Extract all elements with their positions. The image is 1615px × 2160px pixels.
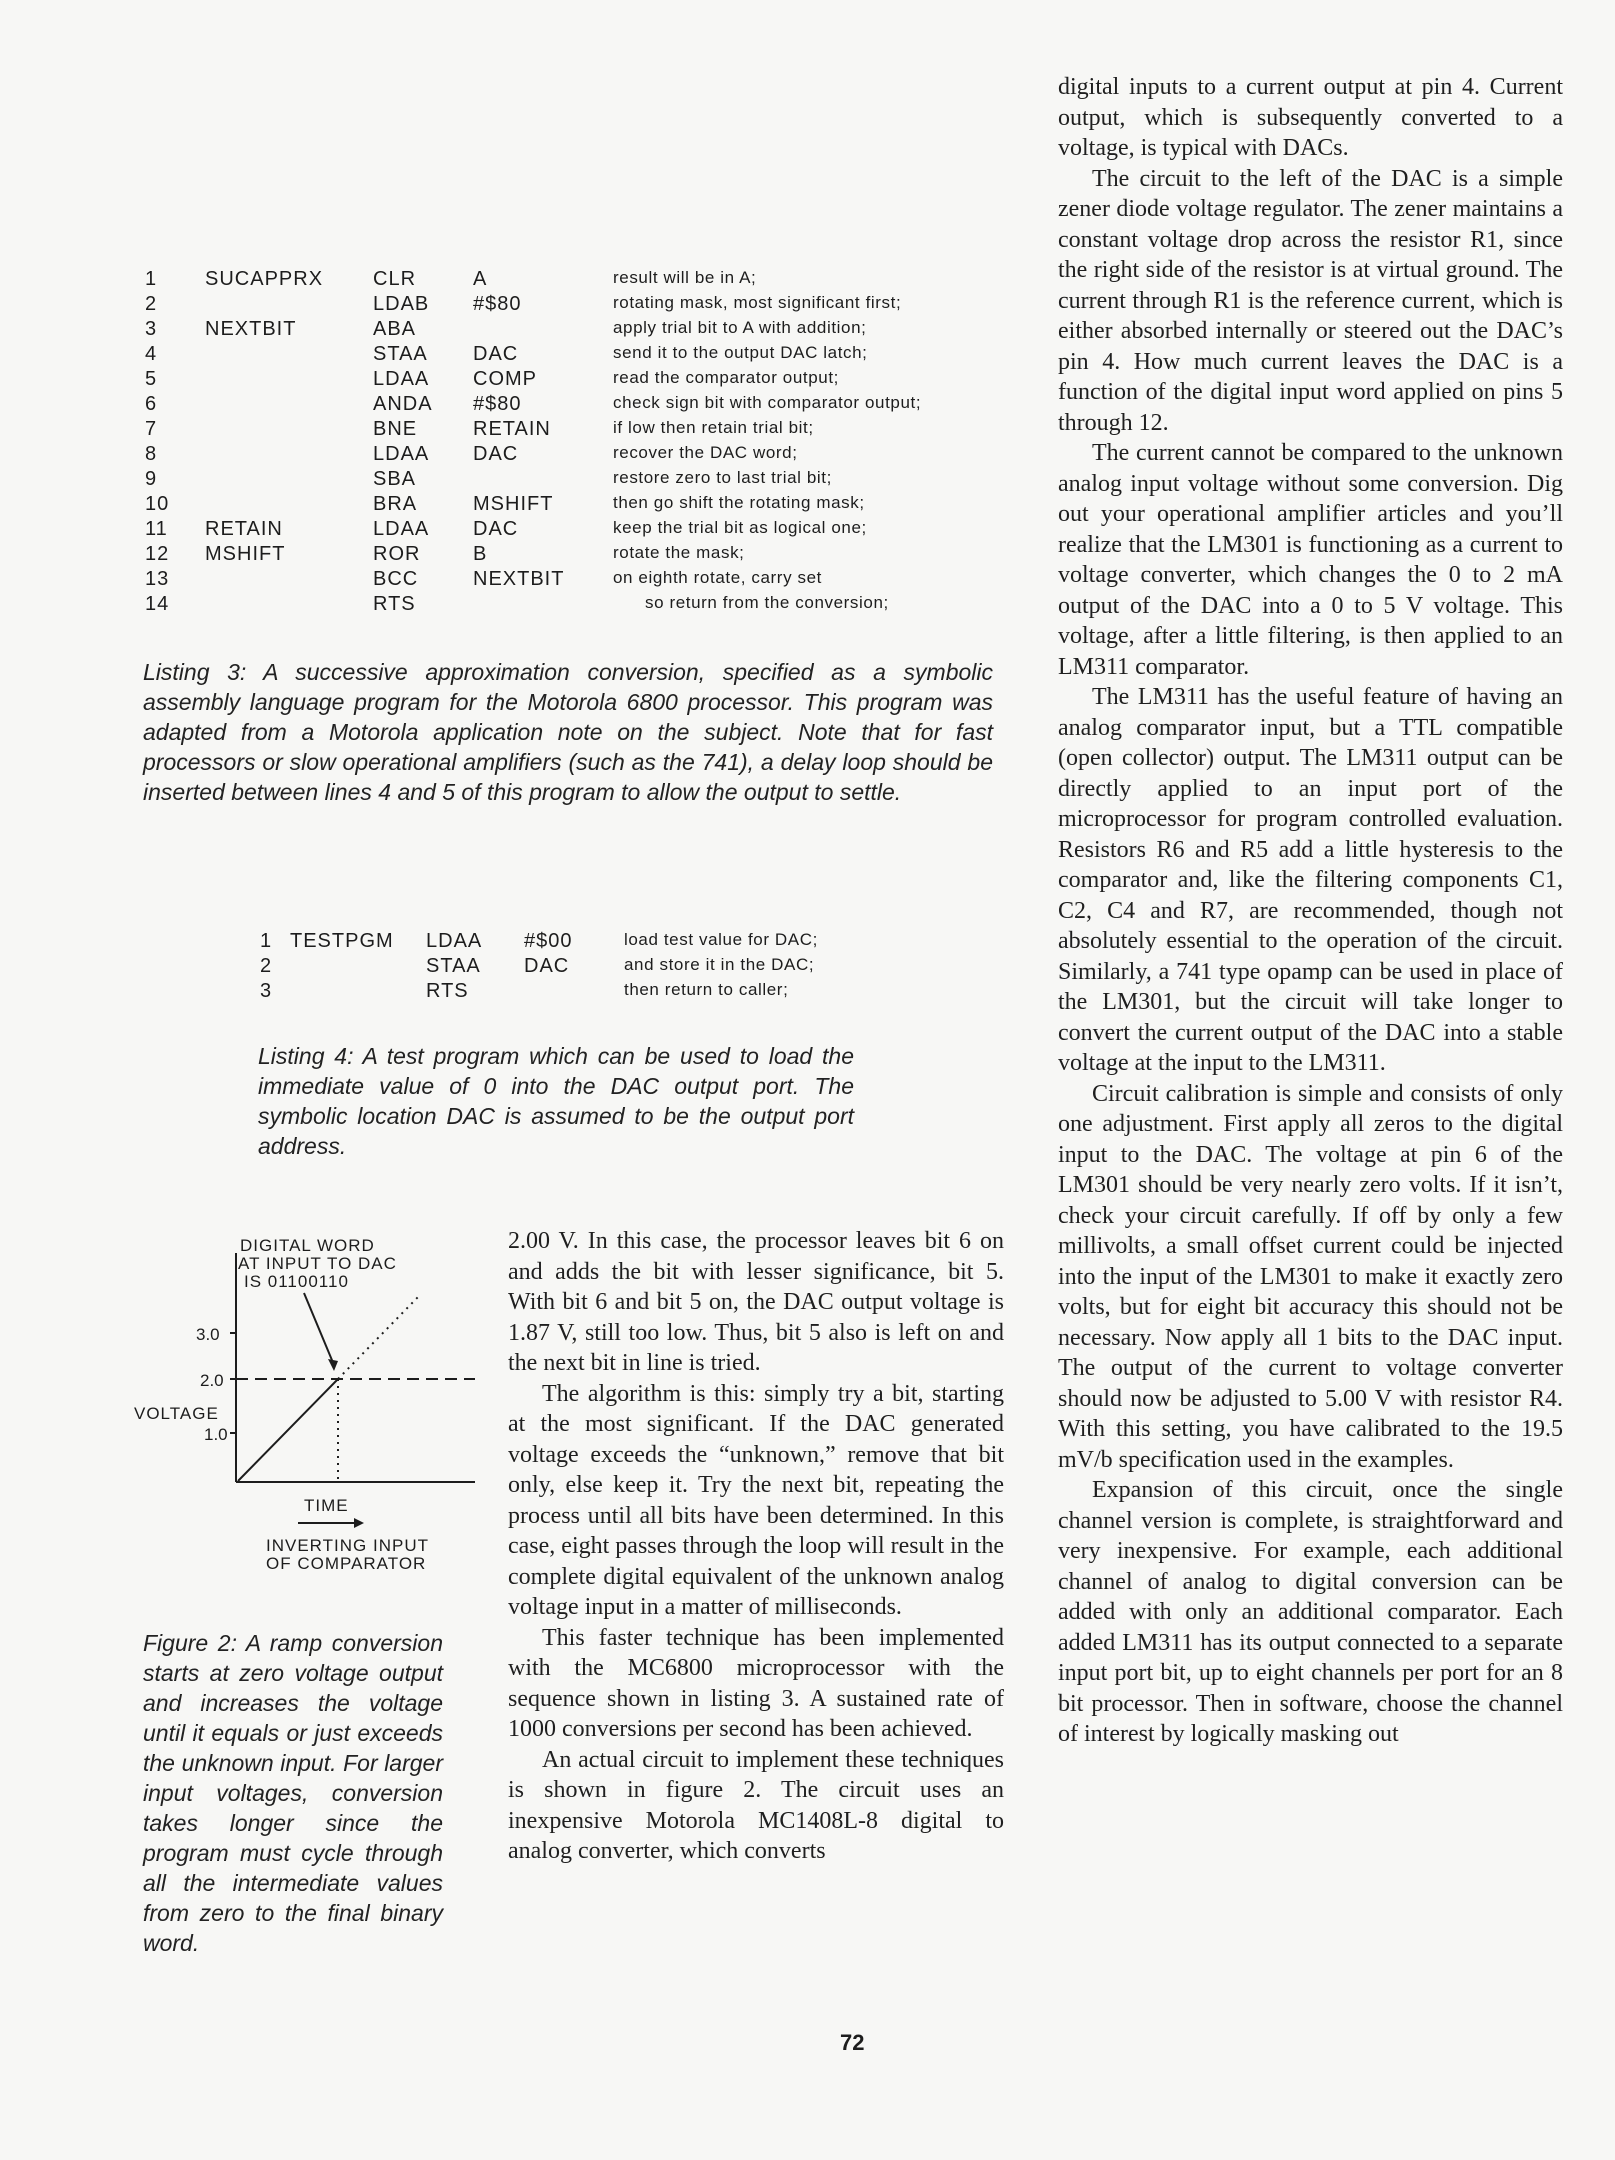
asm-comment: rotating mask, most significant first; <box>613 293 902 312</box>
digital-word-pointer <box>304 1293 334 1365</box>
asm-comment: read the comparator output; <box>613 368 839 387</box>
asm-comment: result will be in A; <box>613 268 757 287</box>
figure-2 <box>130 1225 480 1595</box>
asm-label <box>290 955 426 980</box>
asm-operand: #$80 <box>473 393 522 415</box>
line-number: 8 <box>145 443 158 465</box>
paragraph: The circuit to the left of the DAC is a simple zener diode voltage regulator. The zener maintains a constant voltage drop across the resistor R1, since the right side of the resistor is at virtual ground. The current through R1 is the reference current, which is either absorbed internally or steered out the DAC’s pin 4. How much current leaves the DAC is a function of the digital input word applied on pins 5 through 12. <box>1058 165 1563 436</box>
figure-bottom-label-line2: OF COMPARATOR <box>266 1554 427 1573</box>
asm-label <box>205 468 373 493</box>
paragraph: This faster technique has been implemented with the MC6800 microprocessor with the sequence shown in listing 3. A sustained rate of 1000 conversions per second has been achieved. <box>508 1624 1004 1742</box>
line-number: 1 <box>145 268 158 290</box>
asm-comment: keep the trial bit as logical one; <box>613 518 867 537</box>
listing3-row <box>145 293 1045 318</box>
listing3-row <box>145 543 1045 568</box>
asm-label <box>205 568 373 593</box>
paragraph: Expansion of this circuit, once the single channel version is complete, is straightforward and very inexpensive. For example, each additional channel of analog to digital conversion can be added with only an additional comparator. Each added LM311 has its output connected to a separate input port bit, up to eight channels per port for an 8 bit processor. Then in software, choose the channel of interest by logically masking out <box>1058 1477 1563 1747</box>
listing4-table <box>260 930 818 1005</box>
asm-label: TESTPGM <box>290 930 394 952</box>
asm-operand: DAC <box>473 443 519 465</box>
paragraph: The algorithm is this: simply try a bit, starting at the most significant. If the DAC generated voltage exceeds the “unknown,” remove that bit only, else keep it. Try the next bit, repeating the process until all bits have been determined. In this case, eight passes through the loop will result in the complete digital equivalent of the unknown analog voltage input in a matter of milliseconds. <box>508 1380 1004 1620</box>
figure-bottom-label-line1: INVERTING INPUT <box>266 1536 429 1555</box>
asm-comment: if low then retain trial bit; <box>613 418 814 437</box>
asm-operand <box>473 468 613 493</box>
listing3-table <box>145 268 1045 618</box>
asm-opcode: STAA <box>426 955 481 977</box>
listing3-row <box>145 368 1045 393</box>
asm-comment: apply trial bit to A with addition; <box>613 318 867 337</box>
asm-opcode: BCC <box>373 568 419 590</box>
line-number: 10 <box>145 493 170 515</box>
asm-operand: A <box>473 268 488 290</box>
listing3-row <box>145 268 1045 293</box>
asm-opcode: BRA <box>373 493 418 515</box>
asm-opcode: CLR <box>373 268 417 290</box>
asm-operand: B <box>473 543 488 565</box>
asm-comment: then go shift the rotating mask; <box>613 493 865 512</box>
figure-2-caption: Figure 2: A ramp conversion starts at zero voltage output and increases the voltage until it equals or just exceeds the unknown input. For larger input voltages, conversion takes longer since the program must cycle through all the intermediate values from zero to the final binary word. <box>143 1630 443 1956</box>
listing4-row <box>260 980 818 1005</box>
listing3-row <box>145 468 1045 493</box>
line-number: 9 <box>145 468 158 490</box>
figure-2-graph <box>130 1225 480 1595</box>
line-number: 1 <box>260 930 273 952</box>
y-axis-label: VOLTAGE <box>134 1404 219 1423</box>
asm-opcode: RTS <box>373 593 416 615</box>
asm-operand: #$00 <box>524 930 573 952</box>
asm-label: RETAIN <box>205 518 283 540</box>
asm-opcode: LDAA <box>373 368 430 390</box>
line-number: 3 <box>145 318 158 340</box>
listing3-row <box>145 318 1045 343</box>
listing3-row <box>145 343 1045 368</box>
line-number: 14 <box>145 593 170 615</box>
asm-comment: restore zero to last trial bit; <box>613 468 832 487</box>
asm-comment: on eighth rotate, carry set <box>613 568 822 587</box>
asm-label <box>205 293 373 318</box>
asm-opcode: STAA <box>373 343 428 365</box>
line-number: 3 <box>260 980 273 1002</box>
listing3-row <box>145 393 1045 418</box>
asm-comment: rotate the mask; <box>613 543 745 562</box>
paragraph: 2.00 V. In this case, the processor leaves bit 6 on and adds the bit with lesser significance, bit 5. With bit 6 and bit 5 on, the DAC output voltage is 1.87 V, still too low. Thus, bit 5 also is left on and the next bit in line is tried. <box>508 1228 1004 1376</box>
asm-comment: recover the DAC word; <box>613 443 798 462</box>
line-number: 5 <box>145 368 158 390</box>
asm-opcode: ROR <box>373 543 421 565</box>
asm-operand: MSHIFT <box>473 493 554 515</box>
listing3-row <box>145 493 1045 518</box>
asm-operand <box>524 980 624 1005</box>
asm-comment: check sign bit with comparator output; <box>613 393 922 412</box>
line-number: 13 <box>145 568 170 590</box>
figure-binary-label: IS 01100110 <box>244 1272 349 1291</box>
asm-label <box>290 980 426 1005</box>
paragraph: An actual circuit to implement these techniques is shown in figure 2. The circuit uses an inexpensive Motorola MC1408L-8 digital to analog converter, which converts <box>508 1746 1004 1864</box>
asm-label: NEXTBIT <box>205 318 297 340</box>
asm-comment: load test value for DAC; <box>624 930 818 949</box>
asm-opcode: LDAB <box>373 293 430 315</box>
listing3-caption: Listing 3: A successive approximation conversion, specified as a symbolic assembly language program for the Motorola 6800 processor. This program was adapted from a Motorola application note on the subject. Note that for fast processors or slow operational amplifiers (such as the 741), a delay loop should be inserted between lines 4 and 5 of this program to allow the output to settle. <box>143 659 993 805</box>
line-number: 11 <box>145 518 168 540</box>
line-number: 4 <box>145 343 158 365</box>
line-number: 12 <box>145 543 170 565</box>
asm-label <box>205 593 373 618</box>
asm-operand: DAC <box>473 343 519 365</box>
asm-opcode: LDAA <box>373 443 430 465</box>
asm-label: SUCAPPRX <box>205 268 324 290</box>
asm-opcode: RTS <box>426 980 469 1002</box>
line-number: 7 <box>145 418 158 440</box>
asm-label <box>205 493 373 518</box>
line-number: 6 <box>145 393 158 415</box>
asm-operand: DAC <box>524 955 570 977</box>
page-number: 72 <box>840 2030 865 2055</box>
asm-opcode: BNE <box>373 418 418 440</box>
listing3-row <box>145 443 1045 468</box>
listing4-caption: Listing 4: A test program which can be used to load the immediate value of 0 into the DAC output port. The symbolic location DAC is assumed to be the output port address. <box>258 1043 854 1159</box>
paragraph: Circuit calibration is simple and consists of only one adjustment. First apply all zeros to the digital input to the DAC. The voltage at pin 6 of the LM301 should be very nearly zero volts. If it isn’t, check your circuit carefully. If off by only a few millivolts, a small offset current could be injected into the input of the LM301 to make it exactly zero volts, but for eight bit accuracy this should not be necessary. Now apply all 1 bits to the DAC input. The output of the current to voltage converter should now be adjusted to 5.00 V with resistor R4. With this setting, you have calibrated to the 19.5 mV/b specification used in the examples. <box>1058 1080 1563 1473</box>
paragraph: digital inputs to a current output at pin 4. Current output, which is subsequently converted to a voltage, is typical with DACs. <box>1058 74 1563 161</box>
asm-opcode: SBA <box>373 468 417 490</box>
asm-label <box>205 443 373 468</box>
asm-operand: DAC <box>473 518 519 540</box>
asm-operand: RETAIN <box>473 418 551 440</box>
y-tick-label-mid: 2.0 <box>200 1371 224 1390</box>
asm-opcode: LDAA <box>426 930 483 952</box>
asm-opcode: LDAA <box>373 518 430 540</box>
y-tick-label-low: 1.0 <box>204 1425 228 1444</box>
asm-opcode: ABA <box>373 318 417 340</box>
figure-digital-word-label: DIGITAL WORD <box>240 1236 375 1255</box>
asm-label <box>205 368 373 393</box>
asm-comment: and store it in the DAC; <box>624 955 815 974</box>
asm-label: MSHIFT <box>205 543 286 565</box>
paragraph: The current cannot be compared to the unknown analog input voltage without some conversion. Dig out your operational amplifier articles and you’ll realize that the LM301 is functioning as a current to voltage converter, which changes the 0 to 2 mA output of the DAC into a 0 to 5 V voltage. This voltage, after a little filtering, is then applied to an LM311 comparator. <box>1058 440 1563 680</box>
listing3-row <box>145 518 1045 543</box>
line-number: 2 <box>145 293 158 315</box>
asm-label <box>205 418 373 443</box>
pointer-arrowhead <box>328 1359 338 1371</box>
asm-operand <box>473 318 613 343</box>
ramp-extension-dotted <box>338 1297 418 1379</box>
time-arrowhead <box>354 1518 364 1528</box>
asm-operand: NEXTBIT <box>473 568 565 590</box>
y-tick-label-high: 3.0 <box>196 1325 220 1344</box>
listing4-row <box>260 955 818 980</box>
figure-input-label: AT INPUT TO DAC <box>238 1254 397 1273</box>
listing4-row <box>260 930 818 955</box>
paragraph: The LM311 has the useful feature of having an analog comparator input, but a TTL compatible (open collector) output. The LM311 output can be directly applied to an input port of the microprocessor for program controlled evaluation. Resistors R6 and R5 add a little hysteresis to the comparator and, like the filtering components C1, C2, C4 and R7, are recommended, though not absolutely essential to the operation of the circuit. Similarly, a 741 type opamp can be used in place of the LM301, but the circuit will take longer to convert the current output of the DAC into a stable voltage at the input to the LM311. <box>1058 684 1563 1076</box>
asm-label <box>205 343 373 368</box>
asm-operand <box>473 593 613 618</box>
listing3-row <box>145 418 1045 443</box>
right-text-column <box>1058 72 1563 1750</box>
listing3-row <box>145 593 1045 618</box>
asm-operand: COMP <box>473 368 537 390</box>
asm-comment: send it to the output DAC latch; <box>613 343 868 362</box>
asm-comment: so return from the conversion; <box>645 593 889 612</box>
asm-operand: #$80 <box>473 293 522 315</box>
x-axis-label: TIME <box>304 1496 349 1515</box>
listing3-row <box>145 568 1045 593</box>
asm-comment: then return to caller; <box>624 980 789 999</box>
asm-opcode: ANDA <box>373 393 433 415</box>
line-number: 2 <box>260 955 273 977</box>
asm-label <box>205 393 373 418</box>
middle-text-column <box>508 1226 1004 1867</box>
ramp-line <box>238 1379 338 1481</box>
